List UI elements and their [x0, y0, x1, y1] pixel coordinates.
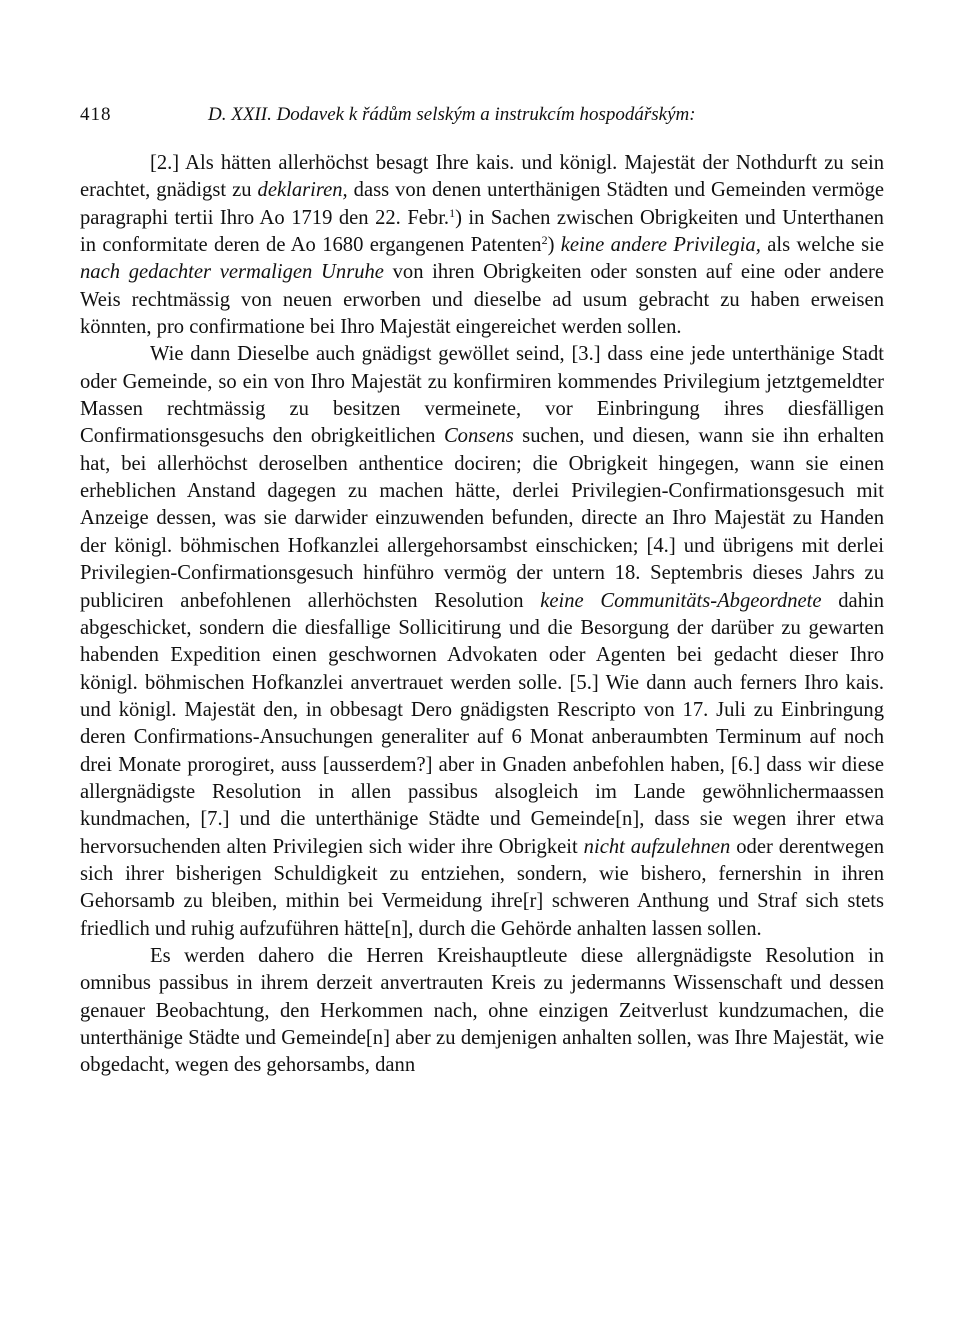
paragraph-2-text-a: Wie dann Dieselbe auch gnädigst gewöllet seind, [3.] dass eine jede unterthänige Stadt oder Gemeinde, so ein von Ihro Majestät zu konfirmiren kommendes Privilegium jetztgemeldter Massen rechtmässig zu besitzen vermeinete, vor Einbringung ihres diesfälligen Confirmationsgesuchs den obrigkeitlichen [80, 343, 884, 448]
paragraph-1-italic-deklariren: deklariren, [257, 179, 348, 202]
paragraph-1-text-g: ) [547, 234, 561, 257]
paragraph-1 [80, 150, 884, 341]
paragraph-1-text-a: [2.] Als hätten allerhöchst besagt Ihre kais. und königl. Majestät der Nothdurft zu sein erachtet, gnädigst zu [80, 152, 884, 202]
paragraph-3 [80, 943, 884, 1080]
book-page [80, 100, 884, 1080]
paragraph-2-text-e: dahin abgeschicket, sondern die diesfallige Sollicitirung und die Besorgung der darüber zu gewarten habenden Expedition einen geschwornen Advokaten oder Agenten bei gedacht dieser Ihro königl. böhmischen Hofkanzlei anvertrauet werden solle. [5.] Wie dann auch ferners Ihro kais. und königl. Majestät den, in obbesagt Dero gnädigsten Rescripto von 17. Juli zu Einbringung deren Confirmations-Ansuchungen generaliter auf 6 Monat anberaumbten Terminum auf noch drei Monate prorogiret, auss [ausserdem?] aber in Gnaden anbefohlen haben, [6.] dass wir diese allergnädigste Resolution in allen passibus alsogleich im Lande gewöhnlichermaassen kundmachen, [7.] und die unterthänige Städte und Gemeinde[n], dass sie wegen ihrer etwa hervorsuchenden alten Privilegien sich wider ihre Obrigkeit [80, 589, 885, 858]
paragraph-1-text-k: von ihren Obrigkeiten oder sonsten auf eine oder andere Weis rechtmässig von neuen erworben und dieselbe ad usum gebracht zu haben erweisen könnten, pro confirmatione bei Ihro Majestät eingereichet werden sollen. [80, 261, 884, 339]
paragraph-2-italic-aufzulehnen: nicht aufzulehnen [583, 835, 731, 858]
paragraph-1-italic-unruhe: nach gedachter vermaligen Unruhe [80, 261, 384, 284]
footnote-ref-1: 1 [449, 205, 456, 220]
paragraph-2 [80, 341, 884, 943]
paragraph-1-text-i: als welche sie [760, 234, 884, 257]
page-number: 418 [80, 104, 112, 125]
page-header [80, 100, 884, 134]
paragraph-2-italic-consens: Consens [443, 425, 514, 448]
paragraph-1-text-c: dass von denen unterthänigen Städten und Gemeinden vermöge paragraphi tertii Ihro Ao 1719 den 22. Febr. [80, 179, 885, 229]
footnote-ref-2: 2 [541, 233, 548, 248]
paragraph-2-text-c: suchen, und diesen, wann sie ihn erhalten hat, bei allerhöchst deroselben anthentice dociren; die Obrigkeit hingegen, wann sie einen erheblichen Anstand dagegen zu machen hätte, derlei Privilegien-Confirmationsgesuch mit Anzeige dessen, was sie darwider einzuwenden befunden, directe an Ihro Majestät zu Handen der königl. böhmischen Hofkanzlei allergehorsambst einschicken; [4.] und übrigens mit derlei Privilegien-Confirmationsgesuch hinführo vermög der untern 18. Septembris dieses Jahrs zu publiciren anbefohlenen allerhöchsten Resolution [80, 425, 884, 612]
body-text [80, 150, 884, 1080]
paragraph-1-text-e: ) in Sachen zwischen Obrigkeiten und Unterthanen in conformitate deren de Ao 1680 ergangenen Patenten [80, 206, 884, 257]
paragraph-2-italic-abgeordnete: keine Communitäts-Abgeordnete [540, 589, 822, 612]
paragraph-1-italic-privilegia: keine andere Privilegia, [560, 234, 761, 257]
paragraph-2-text-g: oder derentwegen sich ihrer bisherigen Schuldigkeit zu entziehen, sondern, wie bishero, fernershin in ihren Gehorsamb zu bleiben, mithin bei Vermeidung ihre[r] schweren Anthung und Straf sich stets friedlich und ruhig aufzuführen hätte[n], durch die Gehörde anhalten lassen sollen. [80, 835, 884, 940]
running-title: D. XXII. Dodavek k řádům selským a instrukcím hospodářským: [208, 104, 696, 125]
paragraph-3-text-a: Es werden dahero die Herren Kreishauptleute diese allergnädigste Resolution in omnibus passibus in ihrem derzeit anvertrauten Kreis zu jedermanns Wissenschaft und dessen genauer Beobachtung, den Herkommen nach, ohne einzigen Zeitverlust kundzumachen, die unterthänige Städte und Gemeinde[n] aber zu demjenigen anhalten sollen, was Ihre Majestät, wie obgedacht, wegen des gehorsambs, dann [80, 944, 884, 1077]
